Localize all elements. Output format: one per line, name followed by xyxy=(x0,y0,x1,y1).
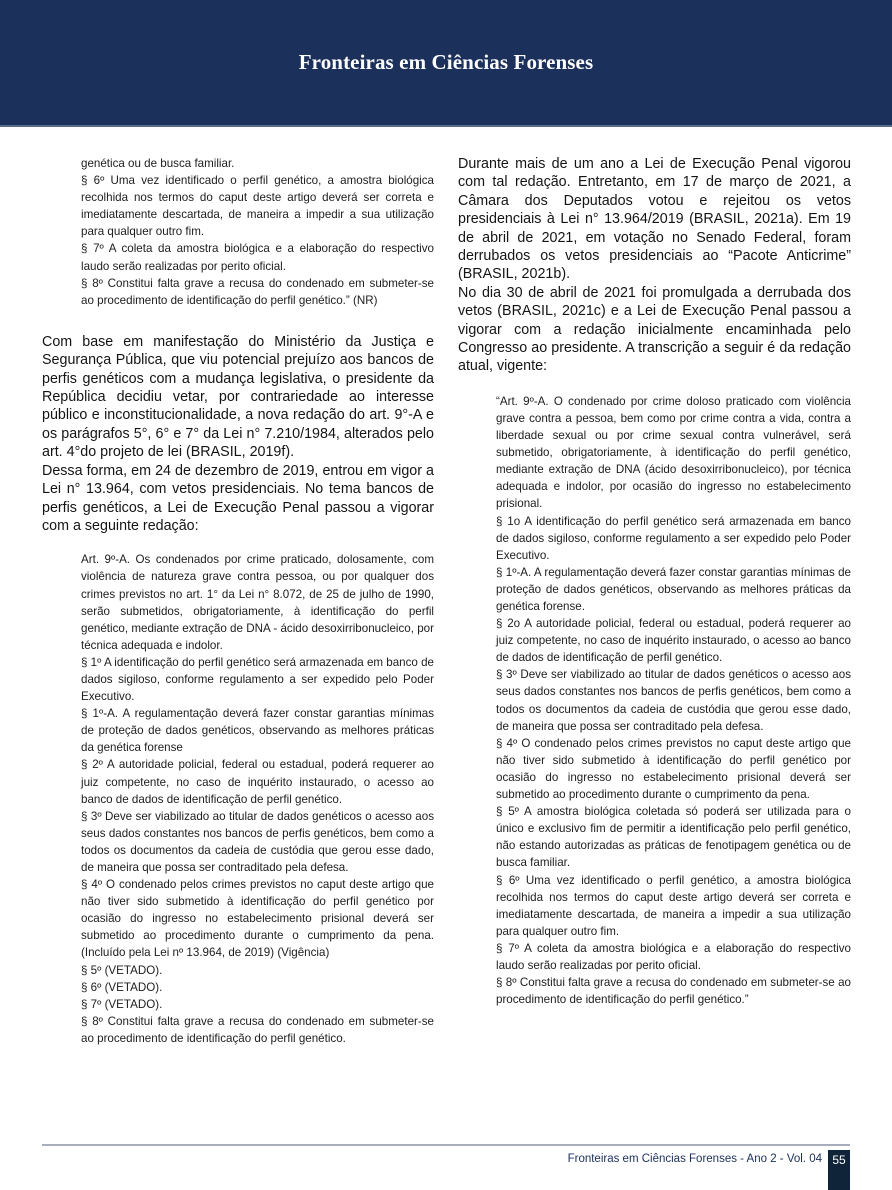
quote-article-9a: Art. 9º-A. Os condenados por crime praticado, dolosamente, com violência de natureza grave contra pessoa, ou por qualquer dos crimes previstos no art. 1° da Lei n° 8.072, de 25 de julho de 1990, serão submetidos, obrigatoriamente, à identificação do perfil genético, mediante extração de DNA - ácido desoxirribonucleico, por técnica adequada e indolor. xyxy=(81,553,434,652)
footer-running-title: Fronteiras em Ciências Forenses - Ano 2 - Vol. 04 xyxy=(567,1153,822,1165)
quote-paragraph-1a: § 1º-A. A regulamentação deverá fazer constar garantias mínimas de proteção de dados genéticos, observando as melhores práticas da genética forense xyxy=(81,707,434,755)
quote-paragraph-2: § 2º A autoridade policial, federal ou estadual, poderá requerer ao juiz competente, no caso de inquérito instaurado, o acesso ao banco de dados de identificação de perfil genético. xyxy=(81,758,434,806)
quote-paragraph-7: § 7º (VETADO). xyxy=(81,997,163,1011)
body-text-left xyxy=(42,333,434,535)
quote-paragraph-5: § 5º A amostra biológica coletada só poderá ser utilizada para o único e exclusivo fim de permitir a identificação pelo perfil genético, não estando autorizadas as práticas de fenotipagem genética ou de busca familiar. xyxy=(496,805,851,870)
body-paragraph: Com base em manifestação do Ministério da Justiça e Segurança Pública, que viu potencial prejuízo aos bancos de perfis genéticos com a mudança legislativa, o presidente da República decidiu vetar, por contrariedade ao interesse público e inconstitucionalidade, a nova redação do art. 9°-A e os parágrafos 5°, 6° e 7° da Lei n° 7.210/1984, alterados pelo art. 4°do projeto de lei (BRASIL, 2019f). xyxy=(42,333,434,461)
quote-paragraph-8: § 8º Constitui falta grave a recusa do condenado em submeter-se ao procedimento de identificação do perfil genético.” (NR) xyxy=(81,276,434,307)
quote-paragraph-4: § 4º O condenado pelos crimes previstos no caput deste artigo que não tiver sido submetido à identificação do perfil genético por ocasião do ingresso no estabelecimento prisional deverá ser submetido ao procedimento durante o cumprimento da pena. xyxy=(496,736,851,802)
journal-title: Fronteiras em Ciências Forenses xyxy=(298,50,594,74)
quote-paragraph-8: § 8º Constitui falta grave a recusa do condenado em submeter-se ao procedimento de identificação do perfil genético.” xyxy=(496,976,851,1007)
quote-paragraph-7: § 7º A coleta da amostra biológica e a elaboração do respectivo laudo serão realizadas por perito oficial. xyxy=(81,242,434,273)
quote-paragraph-7: § 7º A coleta da amostra biológica e a elaboração do respectivo laudo serão realizadas por perito oficial. xyxy=(496,941,851,972)
law-quote-current xyxy=(496,393,851,1008)
body-text-right xyxy=(458,155,851,376)
quote-paragraph-6: § 6º Uma vez identificado o perfil genético, a amostra biológica recolhida nos termos do caput deste artigo deverá ser correta e imediatamente descartada, de maneira a impedir a sua utilização para qualquer outro fim. xyxy=(81,174,434,239)
body-paragraph: Durante mais de um ano a Lei de Execução Penal vigorou com tal redação. Entretanto, em 17 de março de 2021, a Câmara dos Deputados votou e rejeitou os vetos presidenciais à Lei n° 13.964/2019 (BRASIL, 2021a). Em 19 de abril de 2021, em votação no Senado Federal, foram derrubados os vetos presidenciais ao “Pacote Anticrime” (BRASIL, 2021b). xyxy=(458,156,851,283)
body-paragraph: Dessa forma, em 24 de dezembro de 2019, entrou em vigor a Lei n° 13.964, com vetos presidenciais. No tema bancos de perfis genéticos, a Lei de Execução Penal passou a vigorar com a seguinte redação: xyxy=(42,462,434,534)
quote-paragraph-1: § 1o A identificação do perfil genético será armazenada em banco de dados sigiloso, conforme regulamento a ser expedido pelo Poder Executivo. xyxy=(496,514,851,562)
quote-article-9a: “Art. 9º-A. O condenado por crime doloso praticado com violência grave contra a pessoa, bem como por crime contra a vida, contra a liberdade sexual ou por crime sexual contra vulnerável, será submetido, obrigatoriamente, à identificação do perfil genético, mediante extração de DNA (ácido desoxirribonucleico), por técnica adequada e indolor, por ocasião do ingresso no estabelecimento prisional. xyxy=(496,394,851,511)
quote-paragraph-1a: § 1º-A. A regulamentação deverá fazer constar garantias mínimas de proteção de dados genéticos, observando as melhores práticas da genética forense. xyxy=(496,565,851,613)
right-column xyxy=(458,155,851,1008)
law-quote-continuation xyxy=(81,155,434,309)
page-header xyxy=(0,0,892,127)
page-number: 55 xyxy=(828,1150,850,1190)
body-paragraph: No dia 30 de abril de 2021 foi promulgada a derrubada dos vetos (BRASIL, 2021c) e a Lei de Execução Penal passou a vigorar com a redação inicialmente encaminhada pelo Congresso ao presidente. A transcrição a seguir é da redação atual, vigente: xyxy=(458,284,851,375)
quote-paragraph-6: § 6º (VETADO). xyxy=(81,980,163,994)
quote-paragraph-5: § 5º (VETADO). xyxy=(81,963,163,977)
quote-paragraph-1: § 1º A identificação do perfil genético será armazenada em banco de dados sigiloso, conforme regulamento a ser expedido pelo Poder Executivo. xyxy=(81,655,434,704)
left-column xyxy=(42,155,434,1047)
quote-paragraph-6: § 6º Uma vez identificado o perfil genético, a amostra biológica recolhida nos termos do caput deste artigo deverá ser correta e imediatamente descartada, de maneira a impedir a sua utilização para qualquer outro fim. xyxy=(496,873,851,938)
footer-divider xyxy=(42,1144,850,1146)
quote-line: genética ou de busca familiar. xyxy=(81,157,235,170)
quote-paragraph-2: § 2o A autoridade policial, federal ou estadual, poderá requerer ao juiz competente, no caso de inquérito instaurado, o acesso ao banco de dados de identificação de perfil genético. xyxy=(496,617,851,665)
quote-paragraph-3: § 3º Deve ser viabilizado ao titular de dados genéticos o acesso aos seus dados constantes nos bancos de perfis genéticos, bem como a todos os documentos da cadeia de custódia que gerou esse dado, de maneira que possa ser contraditado pela defesa. xyxy=(496,668,851,733)
quote-paragraph-3: § 3º Deve ser viabilizado ao titular de dados genéticos o acesso aos seus dados constantes nos bancos de perfis genéticos, bem como a todos os documentos da cadeia de custódia que gerou esse dado, de maneira que possa ser contraditado pela defesa. xyxy=(81,809,434,874)
quote-paragraph-4: § 4º O condenado pelos crimes previstos no caput deste artigo que não tiver sido submetido à identificação do perfil genético por ocasião do ingresso no estabelecimento prisional deverá ser submetido ao procedimento durante o cumprimento da pena. (Incluído pela Lei nº 13.964, de 2019) (Vigência) xyxy=(81,878,434,960)
law-quote-2019 xyxy=(81,551,434,1047)
quote-paragraph-8: § 8º Constitui falta grave a recusa do condenado em submeter-se ao procedimento de identificação do perfil genético. xyxy=(81,1014,434,1045)
